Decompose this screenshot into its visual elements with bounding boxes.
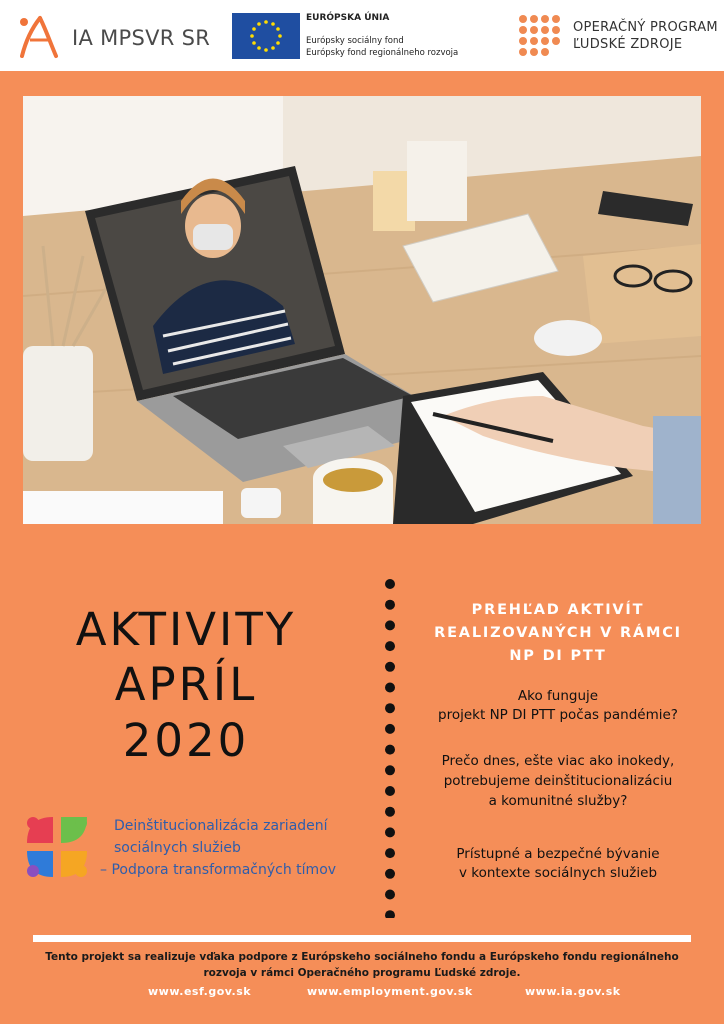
project-name-line1: Deinštitucionalizácia zariadení [114,818,328,834]
op-title-line2: ĽUDSKÉ ZDROJE [573,37,683,52]
activity-item-1-line1: Ako funguje [517,688,599,704]
divider-dot [385,641,395,651]
title-line-month: APRÍL [114,658,258,711]
activity-item-2-line1: Prečo dnes, ešte viac ako inokedy, [441,753,675,769]
op-ludske-zdroje-logo-icon [518,14,562,58]
activity-item-2-line2: potrebujeme deinštitucionalizáciu [443,773,673,789]
ia-logo-icon [12,10,64,62]
divider-dot [385,869,395,879]
overview-heading-line3: NP DI PTT [509,648,607,664]
divider-dot [385,910,395,918]
activity-item-3-line2: v kontexte sociálnych služieb [458,865,658,881]
divider-dot [385,848,395,858]
header-bar [0,0,724,71]
hero-photo [23,96,701,524]
footer-text-line2: rozvoja v rámci Operačného programu Ľudské zdroje. [203,967,521,979]
footer-divider [33,935,691,942]
divider-dot [385,890,395,900]
overview-heading-line1: PREHĽAD AKTIVÍT [471,602,645,618]
divider-dot [385,827,395,837]
link-esf[interactable]: www.esf.gov.sk [148,985,252,998]
divider-dot [385,765,395,775]
divider-dot [385,620,395,630]
eu-fund-regional: Európsky fond regionálneho rozvoja [306,48,459,58]
title-line-aktivity: AKTIVITY [75,603,297,656]
eu-title: EURÓPSKA ÚNIA [306,13,390,23]
op-title-line1: OPERAČNÝ PROGRAM [573,20,718,35]
deinstitucionalizacia-logo-icon [23,813,91,881]
divider-dot [385,662,395,672]
eu-flag-icon [232,13,300,59]
divider-dot [385,703,395,713]
ia-mpsvr-label: IA MPSVR SR [72,26,211,50]
divider-dot [385,724,395,734]
link-employment[interactable]: www.employment.gov.sk [307,985,473,998]
overview-heading-line2: REALIZOVANÝCH V RÁMCI [434,625,682,641]
activity-item-3-line1: Prístupné a bezpečné bývanie [456,846,660,862]
divider-dot [385,745,395,755]
eu-fund-social: Európsky sociálny fond [306,36,404,46]
link-ia[interactable]: www.ia.gov.sk [525,985,621,998]
footer-text-line1: Tento projekt sa realizuje vďaka podpore z Európskeho sociálneho fondu a Európskeho fondu regionálneho [45,951,679,963]
activity-item-2-line3: a komunitné služby? [488,793,628,809]
project-name-line3: – Podpora transformačných tímov [100,862,337,878]
title-line-year: 2020 [122,714,250,767]
project-name-line2: sociálnych služieb [114,840,241,856]
dotted-divider [384,578,396,918]
divider-dot [385,683,395,693]
activity-item-1-line2: projekt NP DI PTT počas pandémie? [438,707,678,723]
divider-dot [385,807,395,817]
divider-dot [385,600,395,610]
divider-dot [385,786,395,796]
vase-shape [23,346,93,461]
divider-dot [385,579,395,589]
